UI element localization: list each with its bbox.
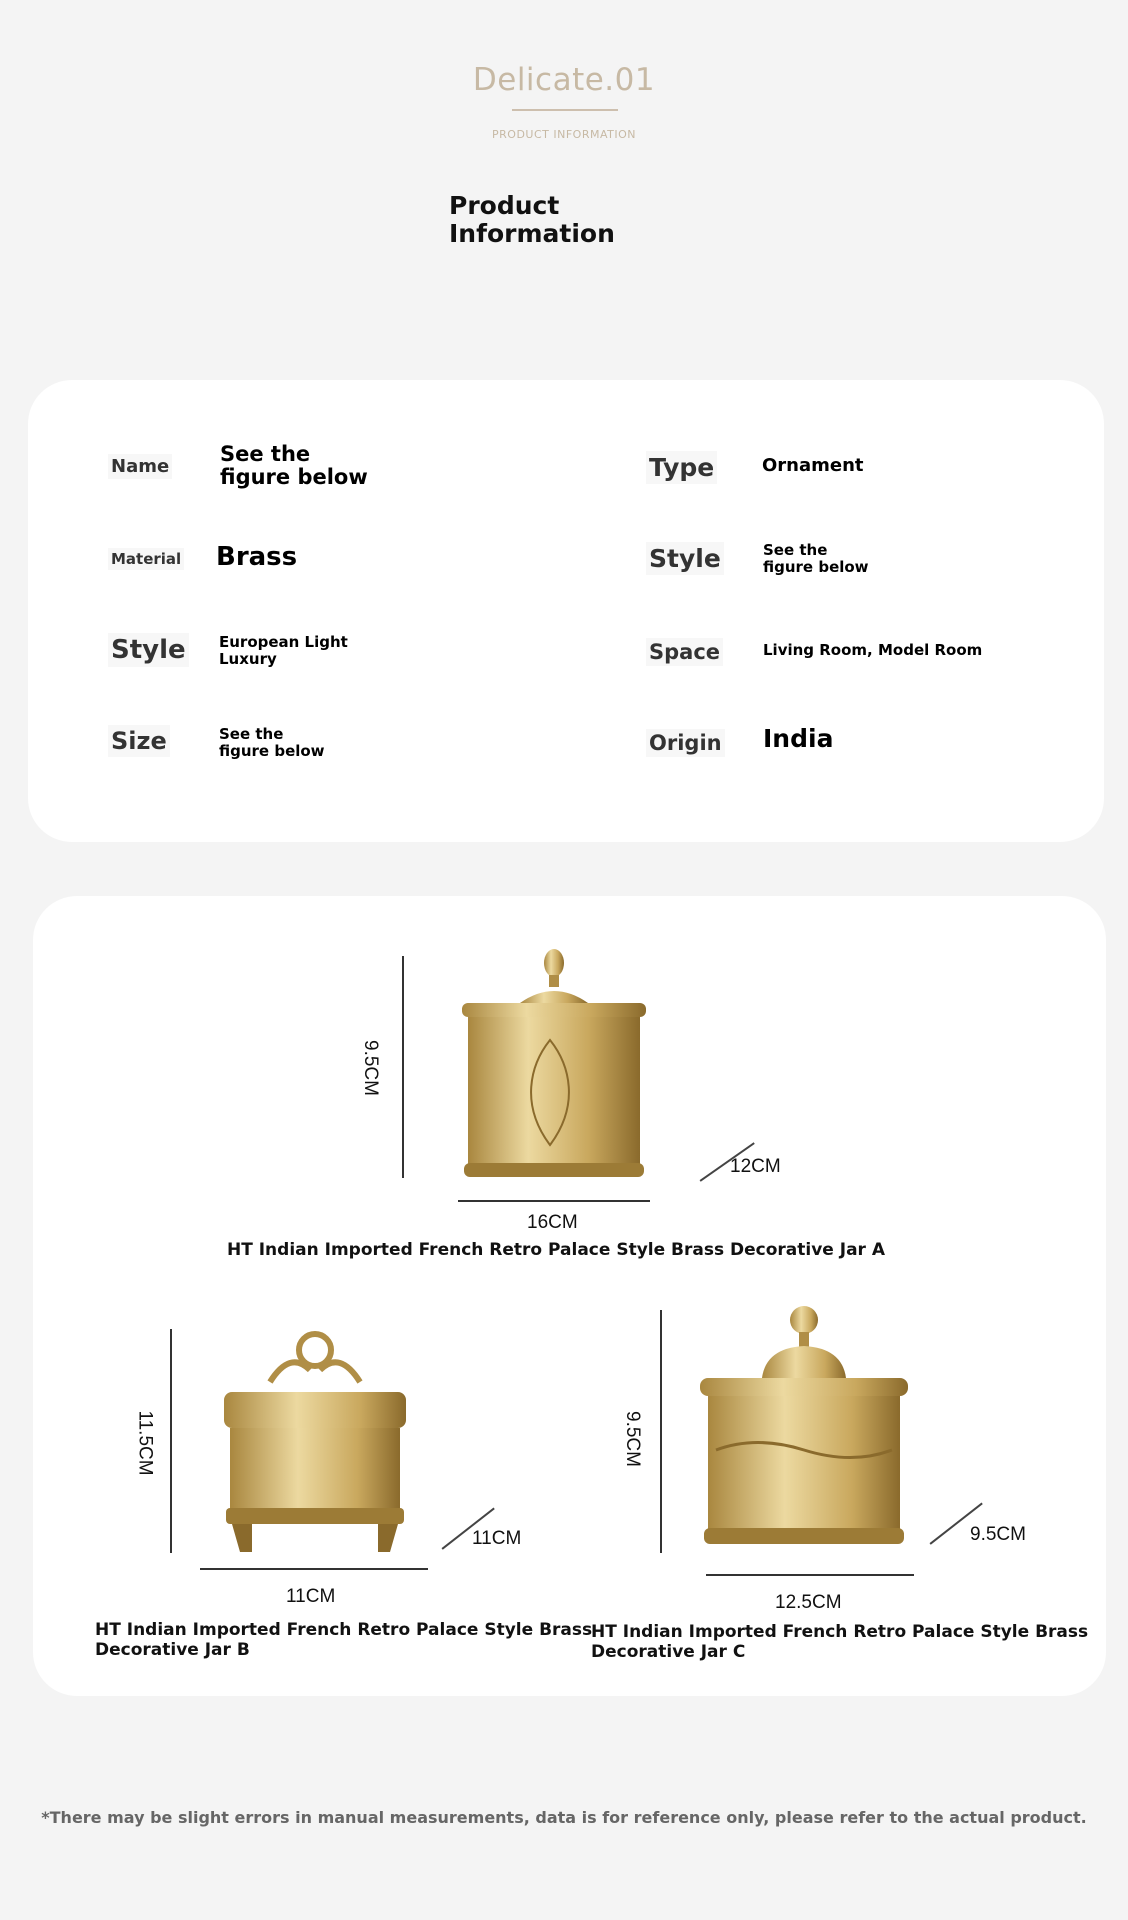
jar-c-caption (591, 1622, 1088, 1662)
jar-a-width: 16CM (527, 1212, 578, 1233)
spec-style-value-line2: Luxury (219, 650, 277, 668)
page-title-line2: Information (449, 219, 615, 248)
spec-size-label: Size (108, 725, 170, 757)
jar-c-height: 9.5CM (621, 1411, 643, 1467)
jar-c-height-line (660, 1310, 662, 1553)
jar-b-depth: 11CM (472, 1528, 522, 1549)
jar-a-depth: 12CM (730, 1156, 781, 1177)
jar-c-depth: 9.5CM (970, 1524, 1026, 1545)
jar-a-width-line (458, 1200, 650, 1202)
jar-c-width-line (706, 1574, 914, 1576)
jar-b-height: 11.5CM (134, 1410, 156, 1476)
brand-title: Delicate.01 (472, 62, 656, 98)
spec-style-label: Style (108, 633, 189, 667)
spec-style2-value (763, 542, 869, 576)
spec-card (28, 380, 1104, 842)
spec-origin-value: India (763, 724, 834, 753)
spec-material-value: Brass (216, 542, 298, 572)
jar-a-caption: HT Indian Imported French Retro Palace Style Brass Decorative Jar A (226, 1240, 886, 1260)
spec-space-value: Living Room, Model Room (763, 641, 983, 659)
spec-style2-label: Style (646, 542, 724, 575)
jar-b-height-line (170, 1329, 172, 1553)
spec-size-value-line1: See the (219, 725, 284, 743)
jar-a-image (450, 945, 660, 1190)
spec-material-label: Material (108, 548, 184, 570)
jar-b-image (210, 1320, 420, 1560)
spec-name-value-line2: figure below (220, 465, 368, 489)
spec-style2-value-line1: See the (763, 541, 828, 559)
jar-b-width-line (200, 1568, 428, 1570)
jar-c-image (696, 1300, 912, 1560)
spec-name-value-line1: See the (220, 442, 311, 466)
page-title-line1: Product (449, 191, 560, 220)
jar-c-caption-line1: HT Indian Imported French Retro Palace Style Brass (591, 1622, 1089, 1642)
jar-a-height: 9.5CM (359, 1040, 381, 1096)
jar-b-caption-line1: HT Indian Imported French Retro Palace Style Brass (95, 1620, 593, 1640)
spec-style-value (219, 634, 348, 668)
jar-b-width: 11CM (286, 1586, 336, 1607)
spec-type-value: Ornament (762, 455, 864, 476)
disclaimer-note: *There may be slight errors in manual measurements, data is for reference only, please refer to the actual product. (41, 1808, 1087, 1827)
brand-subtitle: PRODUCT INFORMATION (492, 128, 636, 141)
spec-style2-value-line2: figure below (763, 558, 869, 576)
spec-size-value-line2: figure below (219, 742, 325, 760)
spec-origin-label: Origin (646, 729, 725, 757)
spec-type-label: Type (646, 451, 717, 484)
spec-space-label: Space (646, 638, 723, 666)
spec-style-value-line1: European Light (219, 633, 348, 651)
spec-name-value (220, 443, 368, 489)
brand-divider (512, 109, 618, 111)
jar-c-caption-line2: Decorative Jar C (591, 1642, 746, 1662)
spec-size-value (219, 726, 325, 760)
jar-a-height-line (402, 956, 404, 1178)
spec-name-label: Name (108, 454, 172, 479)
jar-b-caption (95, 1620, 592, 1660)
jar-b-caption-line2: Decorative Jar B (95, 1640, 250, 1660)
page-title (449, 192, 679, 248)
jar-c-width: 12.5CM (775, 1592, 842, 1613)
